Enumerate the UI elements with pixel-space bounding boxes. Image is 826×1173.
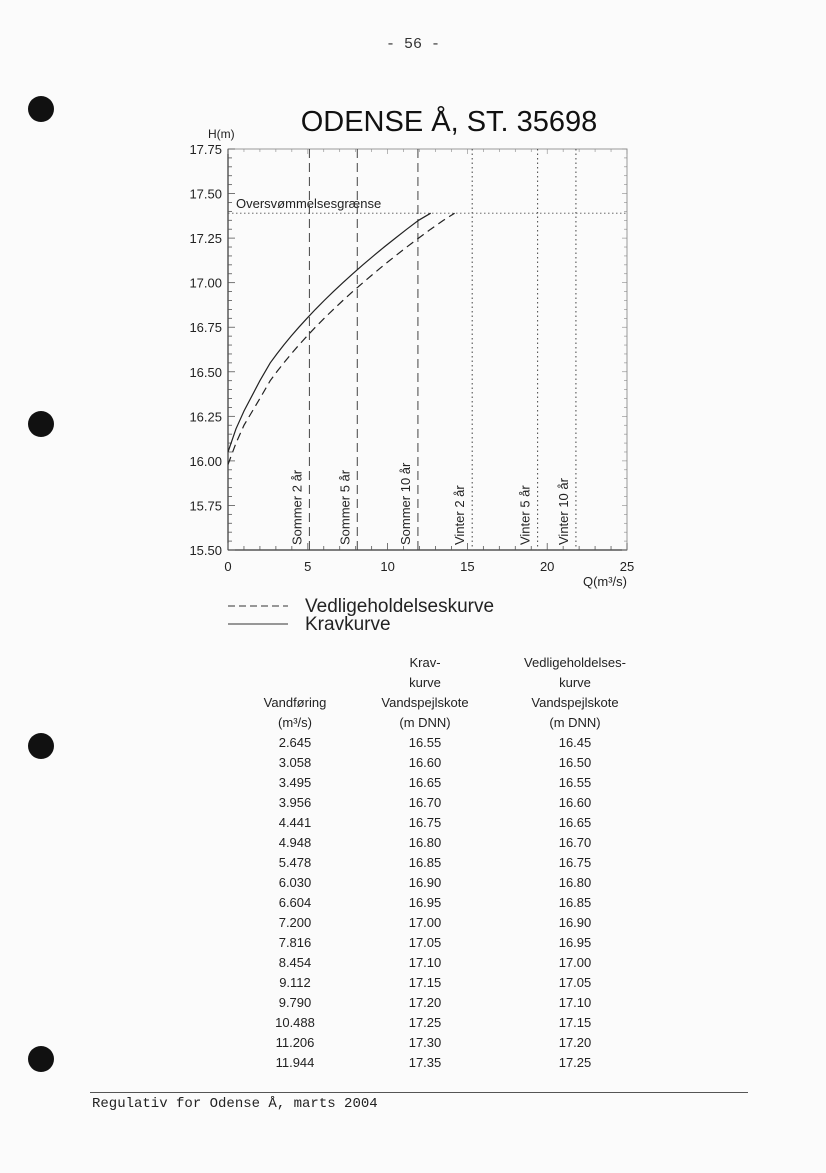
y-tick-label: 16.75: [189, 320, 222, 336]
table-cell: 17.25: [408, 1014, 442, 1030]
table-cell: 17.00: [558, 954, 592, 970]
table-cell: 16.95: [408, 894, 442, 910]
table-row: [240, 792, 650, 812]
table-cell: 16.60: [558, 794, 592, 810]
table-row: [240, 892, 650, 912]
table-cell: 17.20: [558, 1034, 592, 1050]
legend-label: Kravkurve: [305, 614, 391, 635]
table-cell: 11.944: [275, 1054, 315, 1070]
table-row: [240, 872, 650, 892]
table-cell: 16.75: [408, 814, 442, 830]
x-axis-label: Q(m³/s): [582, 574, 627, 589]
reference-line-label: Vinter 2 år: [452, 485, 468, 545]
table-row: [240, 1052, 650, 1072]
x-tick-label: 20: [539, 559, 555, 574]
table-cell: 16.50: [558, 754, 592, 770]
table-cell: 3.956: [278, 794, 312, 810]
flood-threshold-label: Oversvømmelsesgrænse: [236, 196, 382, 212]
reference-line-label: Sommer 5 år: [337, 469, 353, 545]
discharge-table: [240, 652, 650, 1072]
table-cell: 8.454: [278, 954, 312, 970]
table-cell: 16.80: [408, 834, 442, 850]
table-cell: Vedligeholdelses-: [524, 654, 626, 670]
table-cell: 5.478: [278, 854, 312, 870]
binder-hole: [28, 733, 54, 759]
y-tick-label: 16.25: [189, 409, 222, 425]
table-row: [240, 1012, 650, 1032]
table-cell: 17.30: [408, 1034, 442, 1050]
table-header-row: [240, 672, 650, 692]
table-row: [240, 732, 650, 752]
table-cell: 11.206: [275, 1034, 315, 1050]
table-row: [240, 832, 650, 852]
table-cell: Krav-: [409, 654, 441, 670]
table-cell: kurve: [559, 674, 591, 690]
x-tick-label: 25: [619, 559, 635, 574]
table-cell: 2.645: [278, 734, 312, 750]
table-cell: 7.200: [278, 914, 312, 930]
table-cell: 16.75: [558, 854, 592, 870]
table-row: [240, 852, 650, 872]
table-cell: 16.70: [558, 834, 592, 850]
table-cell: 6.030: [278, 874, 312, 890]
y-tick-label: 17.00: [189, 275, 222, 291]
table-cell: 9.112: [279, 974, 311, 990]
y-tick-label: 15.50: [189, 543, 222, 558]
binder-hole: [28, 1046, 54, 1072]
table-cell: 16.90: [408, 874, 442, 890]
table-cell: 17.05: [408, 934, 442, 950]
table-cell: 4.441: [278, 814, 312, 830]
table-cell: [240, 672, 350, 692]
table-cell: [240, 652, 350, 672]
series-line: [228, 213, 431, 452]
table-cell: 16.80: [558, 874, 592, 890]
table-cell: Vandføring: [263, 694, 327, 710]
x-tick-label: 15: [460, 559, 475, 574]
table-cell: 3.058: [278, 754, 312, 770]
table-cell: 16.55: [408, 734, 442, 750]
table-cell: 7.816: [278, 934, 312, 950]
table-cell: 10.488: [275, 1014, 315, 1030]
table-row: [240, 932, 650, 952]
table-cell: Vandspejlskote: [381, 694, 469, 710]
footer-divider: [90, 1092, 748, 1093]
table-row: [240, 812, 650, 832]
table-cell: 16.70: [408, 794, 442, 810]
table-header-row: [240, 692, 650, 712]
table-cell: 16.90: [558, 914, 592, 930]
table-cell: 9.790: [278, 994, 312, 1010]
table-cell: (m³/s): [278, 714, 312, 730]
table-cell: 16.65: [408, 774, 442, 790]
series-line: [228, 213, 455, 464]
table-row: [240, 992, 650, 1012]
reference-line-label: Vinter 10 år: [555, 478, 571, 545]
table-cell: 16.95: [558, 934, 592, 950]
table-cell: 16.45: [558, 734, 592, 750]
table-row: [240, 912, 650, 932]
table-row: [240, 772, 650, 792]
table-cell: 3.495: [278, 774, 312, 790]
table-cell: 17.00: [408, 914, 442, 930]
table-cell: Vandspejlskote: [531, 694, 619, 710]
reference-line-label: Sommer 10 år: [397, 462, 413, 545]
table-cell: 17.25: [558, 1054, 592, 1070]
legend-label: Vedligeholdelseskurve: [305, 596, 495, 617]
page-number: - 56 -: [385, 36, 440, 53]
y-tick-label: 16.00: [189, 453, 222, 469]
table-cell: 16.85: [558, 894, 592, 910]
table-cell: 16.85: [408, 854, 442, 870]
y-tick-label: 15.75: [189, 498, 222, 514]
table-row: [240, 752, 650, 772]
table-cell: 16.60: [408, 754, 442, 770]
table-cell: 17.10: [408, 954, 442, 970]
chart-title: ODENSE Å, ST. 35698: [300, 106, 598, 138]
table-cell: 4.948: [278, 834, 312, 850]
table-cell: 17.20: [408, 994, 442, 1010]
table-header-row: [240, 652, 650, 672]
y-tick-label: 16.50: [189, 364, 222, 380]
table-cell: 17.10: [558, 994, 592, 1010]
table-cell: 17.15: [558, 1014, 592, 1030]
table-cell: 17.15: [408, 974, 442, 990]
table-cell: (m DNN): [399, 714, 451, 730]
x-tick-label: 10: [380, 559, 395, 574]
reference-line-label: Vinter 5 år: [517, 485, 533, 545]
table-cell: kurve: [409, 674, 441, 690]
table-row: [240, 952, 650, 972]
y-tick-label: 17.25: [189, 231, 222, 247]
footer-text: Regulativ for Odense Å, marts 2004: [92, 1096, 378, 1112]
table-row: [240, 1032, 650, 1052]
x-tick-label: 5: [304, 559, 312, 574]
table-cell: 17.35: [408, 1054, 442, 1070]
y-axis-label: H(m): [208, 127, 235, 141]
table-row: [240, 972, 650, 992]
table-cell: 16.65: [558, 814, 592, 830]
table-cell: 17.05: [558, 974, 592, 990]
reference-line-label: Sommer 2 år: [289, 469, 305, 545]
table-cell: 6.604: [278, 894, 312, 910]
y-tick-label: 17.50: [189, 186, 222, 202]
table-cell: 16.55: [558, 774, 592, 790]
table-header-row: [240, 712, 650, 732]
table-cell: (m DNN): [549, 714, 601, 730]
x-tick-label: 0: [224, 559, 232, 574]
y-tick-label: 17.75: [189, 142, 222, 157]
